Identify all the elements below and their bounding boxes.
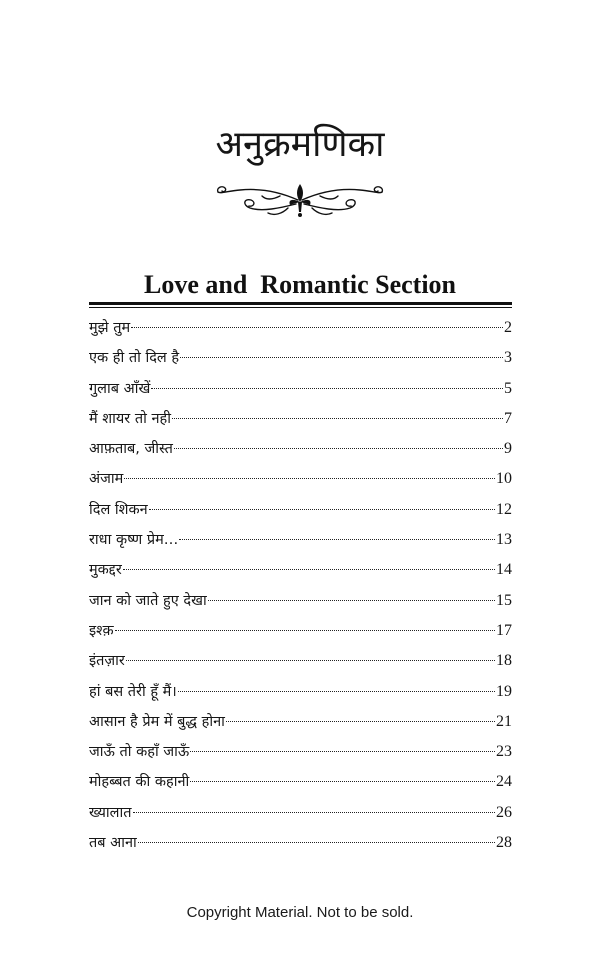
dot-leader — [138, 842, 495, 843]
toc-entry-page-number: 15 — [496, 591, 512, 609]
toc-entry-title: मुकद्दर — [89, 562, 122, 579]
toc-entry-page-number: 2 — [504, 319, 512, 336]
toc-entry[interactable] — [89, 798, 512, 828]
toc-entry-title: गुलाब आँखें — [89, 380, 151, 397]
dot-leader — [179, 539, 495, 540]
dot-leader — [149, 509, 495, 510]
toc-entry-page-number: 26 — [496, 803, 512, 821]
dot-leader — [180, 357, 503, 358]
toc-entry-page-number: 9 — [504, 440, 512, 458]
dot-leader — [151, 388, 503, 389]
dot-leader — [123, 569, 495, 570]
toc-entry[interactable] — [89, 343, 512, 373]
toc-entry-page-number: 14 — [496, 561, 512, 579]
dot-leader — [115, 630, 495, 631]
toc-entry-page-number: 10 — [496, 470, 512, 488]
toc-entry-page-number: 5 — [504, 379, 512, 397]
toc-entry[interactable] — [89, 616, 512, 646]
toc-entry-title: मुझे तुम — [89, 320, 131, 336]
toc-entry-title: दिल शिकन — [89, 501, 148, 518]
toc-entry-title: आफ़ताब, जीस्त — [89, 441, 173, 458]
toc-entry-title: तब आना — [89, 835, 137, 852]
toc-entry[interactable] — [89, 586, 512, 616]
toc-entry[interactable] — [89, 525, 512, 555]
toc-entry-page-number: 18 — [496, 652, 512, 670]
toc-entry[interactable] — [89, 404, 512, 434]
dot-leader — [178, 691, 495, 692]
toc-entry-title: जान को जाते हुए देखा — [89, 592, 207, 609]
toc-entry[interactable] — [89, 555, 512, 585]
toc-entry-page-number: 24 — [496, 773, 512, 791]
toc-entry-page-number: 21 — [496, 712, 512, 730]
toc-entry-page-number: 28 — [496, 834, 512, 852]
table-of-contents — [89, 313, 512, 858]
toc-entry-title: एक ही तो दिल है — [89, 350, 180, 367]
toc-entry[interactable] — [89, 434, 512, 464]
toc-entry[interactable] — [89, 707, 512, 737]
toc-entry[interactable] — [89, 495, 512, 525]
dot-leader — [208, 600, 495, 601]
toc-entry-title: मैं शायर तो नही — [89, 410, 171, 427]
dot-leader — [133, 812, 496, 813]
toc-entry-page-number: 7 — [504, 409, 512, 427]
page-title: अनुक्रमणिका — [215, 124, 385, 165]
toc-entry[interactable] — [89, 737, 512, 767]
toc-entry-page-number: 19 — [496, 682, 512, 700]
toc-entry-title: हां बस तेरी हूँ मैं। — [89, 683, 177, 700]
toc-entry-title: मोहब्बत की कहानी — [89, 774, 190, 791]
toc-entry[interactable] — [89, 767, 512, 797]
dot-leader — [126, 660, 495, 661]
toc-entry[interactable] — [89, 374, 512, 404]
heading-rule-thick — [89, 302, 512, 305]
toc-entry-title: जाऊँ तो कहाँ जाऊँ — [89, 744, 190, 761]
toc-entry-title: राधा कृष्ण प्रेम… — [89, 532, 179, 549]
toc-entry[interactable] — [89, 464, 512, 494]
toc-entry-page-number: 23 — [496, 743, 512, 761]
flourish-ornament-icon — [210, 178, 390, 220]
toc-entry[interactable] — [89, 828, 512, 858]
dot-leader — [174, 448, 503, 449]
section-title: Love and Romantic Section — [144, 270, 456, 299]
dot-leader — [172, 418, 503, 419]
dot-leader — [226, 721, 495, 722]
dot-leader — [190, 751, 495, 752]
copyright-footer: Copyright Material. Not to be sold. — [186, 904, 414, 921]
toc-entry-page-number: 12 — [496, 500, 512, 518]
dot-leader — [124, 478, 495, 479]
toc-entry-title: आसान है प्रेम में बुद्ध होना — [89, 713, 225, 730]
toc-entry[interactable] — [89, 677, 512, 707]
dot-leader — [190, 781, 495, 782]
toc-entry-page-number: 13 — [496, 531, 512, 549]
toc-entry-title: अंजाम — [89, 471, 124, 488]
toc-entry-title: ख्यालात — [89, 804, 132, 821]
toc-entry[interactable] — [89, 646, 512, 676]
toc-entry-title: इश्क़ — [89, 622, 114, 639]
toc-entry[interactable] — [89, 313, 512, 343]
toc-entry-page-number: 3 — [504, 349, 512, 367]
dot-leader — [131, 327, 503, 328]
heading-rule-thin — [89, 307, 512, 308]
toc-entry-title: इंतज़ार — [89, 653, 125, 670]
toc-entry-page-number: 17 — [496, 621, 512, 639]
